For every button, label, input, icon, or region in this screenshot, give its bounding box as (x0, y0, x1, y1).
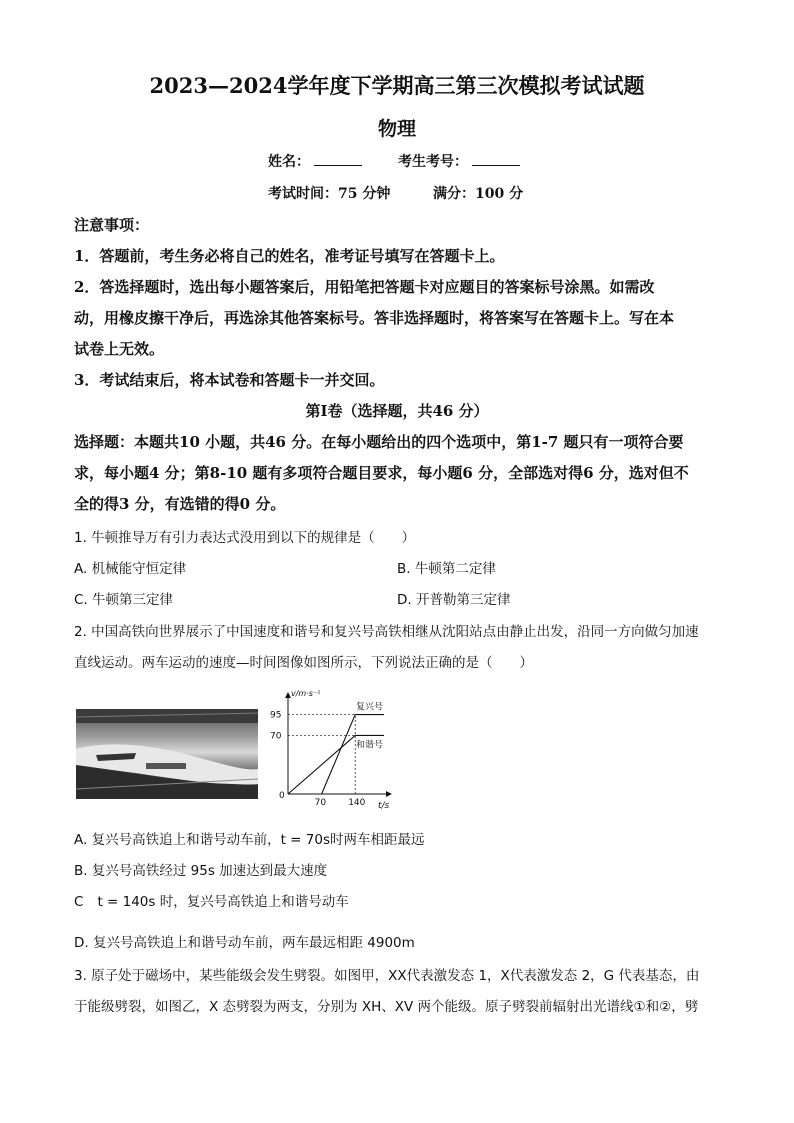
name-label: 姓名： (268, 154, 310, 170)
id-label: 考生考号： (398, 154, 468, 170)
q2-option-c-label: C (74, 894, 84, 910)
series-line (322, 715, 384, 794)
notice-heading: 注意事项： (74, 216, 150, 234)
section-intro-line-3: 全的得3 分，有选错的得0 分。 (74, 495, 286, 513)
section-heading: 第Ⅰ卷（选择题，共46 分） (305, 402, 489, 420)
notice-item-3: 3．考试结束后，将本试卷和答题卡一并交回。 (74, 371, 385, 389)
id-field (398, 151, 520, 171)
notice-item-2-line-2: 动，用橡皮擦干净后，再选涂其他答案标号。答非选择题时，将答案写在答题卡上。写在本 (74, 309, 675, 327)
x-axis-label: t/s (378, 801, 390, 810)
q2-stem-line-1: 2. 中国高铁向世界展示了中国速度和谐号和复兴号高铁相继从沈阳站点由静止出发，沿同一方向做匀加速 (74, 624, 699, 640)
series-label: 复兴号 (356, 702, 384, 713)
y-tick-label: 95 (270, 710, 282, 721)
full-score: 满分：100 分 (433, 186, 524, 202)
q2-option-b: B. 复兴号高铁经过 95s 加速达到最大速度 (74, 863, 328, 879)
name-blank (314, 151, 362, 166)
id-blank (472, 151, 520, 166)
y-axis-label: v/m·s⁻¹ (291, 689, 321, 698)
q2-stem-line-2: 直线运动。两车运动的速度—时间图像如图所示，下列说法正确的是（ ） (74, 655, 533, 671)
q2-option-c-text: t = 140s 时，复兴号高铁追上和谐号动车 (97, 894, 349, 910)
q1-option-d: D. 开普勒第三定律 (397, 592, 511, 608)
q1-option-a: A. 机械能守恒定律 (74, 561, 187, 577)
section-intro-line-2: 求，每小题4 分；第8-10 题有多项符合题目要求，每小题6 分，全部选对得6 分，选对但不 (74, 464, 689, 482)
q3-line-1: 3. 原子处于磁场中，某些能级会发生劈裂。如图甲，XX代表激发态 1，X代表激发态 2，G 代表基态，由 (74, 968, 700, 984)
q2-option-c (74, 890, 349, 910)
x-axis-arrow (386, 791, 392, 797)
exam-title: 2023—2024学年度下学期高三第三次模拟考试试题 (149, 73, 645, 98)
notice-item-1: 1．答题前，考生务必将自己的姓名，准考证号填写在答题卡上。 (74, 247, 505, 265)
origin-label: 0 (279, 791, 285, 801)
q1-option-b: B. 牛顿第二定律 (397, 561, 496, 577)
y-tick-label: 70 (270, 731, 282, 742)
q3-line-2: 于能级劈裂，如图乙，X 态劈裂为两支，分别为 XH、XV 两个能级。原子劈裂前辐射出光谱线①和②，劈 (74, 999, 699, 1015)
q1-option-c: C. 牛顿第三定律 (74, 592, 174, 608)
q2-option-a: A. 复兴号高铁追上和谐号动车前，t = 70s时两车相距最远 (74, 832, 425, 848)
series-label: 和谐号 (356, 740, 384, 751)
section-intro-line-1: 选择题：本题共10 小题，共46 分。在每小题给出的四个选项中，第1-7 题只有一项符合要 (74, 433, 684, 451)
x-tick-label: 140 (348, 798, 366, 808)
subject-title: 物理 (377, 118, 416, 140)
x-tick-label: 70 (314, 798, 327, 808)
q2-option-d: D. 复兴号高铁追上和谐号动车前，两车最远相距 4900m (74, 935, 415, 951)
q1-stem: 1. 牛顿推导万有引力表达式没用到以下的规律是（ ） (74, 530, 416, 546)
velocity-time-chart (262, 686, 392, 810)
train-photo (76, 709, 258, 799)
name-field (268, 151, 362, 171)
exam-time: 考试时间：75 分钟 (268, 186, 391, 202)
notice-item-2-line-3: 试卷上无效。 (74, 340, 165, 358)
notice-item-2-line-1: 2．答选择题时，选出每小题答案后，用铅笔把答题卡对应题目的答案标号涂黑。如需改 (74, 278, 655, 296)
